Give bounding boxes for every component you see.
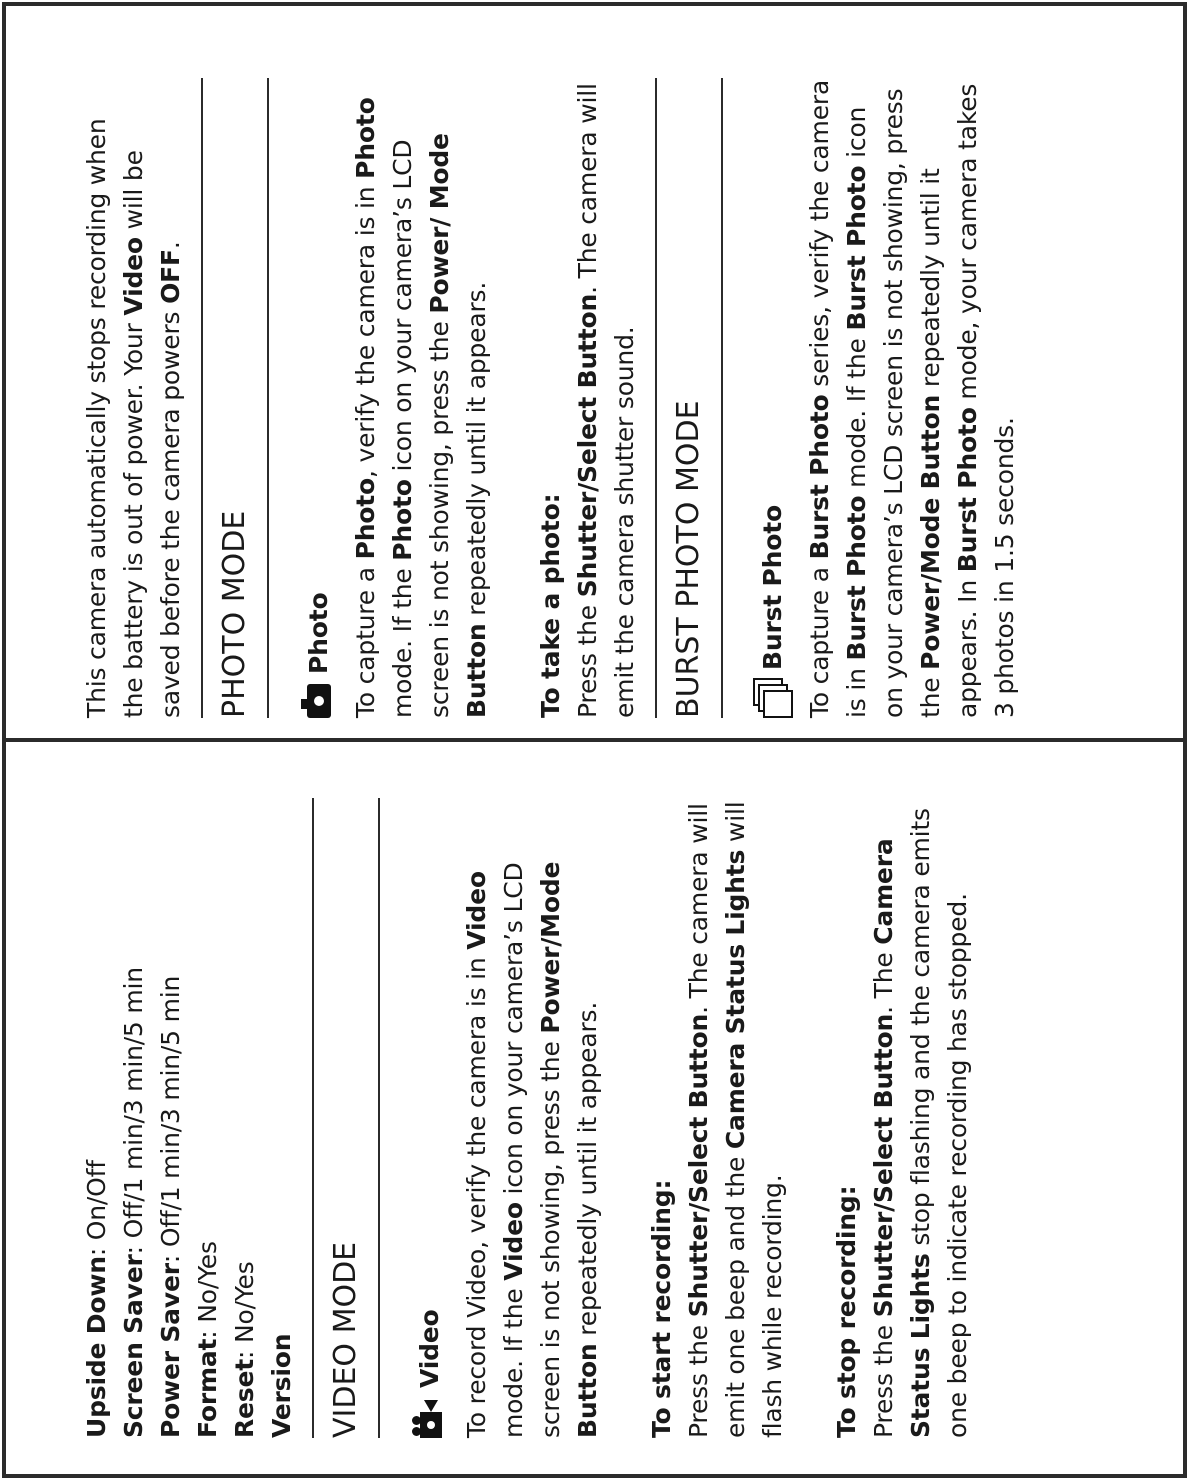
stop-recording-heading: To stop recording: — [832, 1185, 861, 1438]
divider — [378, 798, 380, 1438]
setting-item — [115, 798, 152, 1438]
settings-list — [78, 798, 300, 1438]
setting-item — [78, 798, 115, 1438]
page-photo-modes — [78, 78, 1019, 718]
video-mode-heading — [392, 798, 448, 1438]
photo-mode-title: PHOTO MODE — [217, 510, 252, 718]
setting-name: Version — [267, 1333, 296, 1438]
setting-item — [263, 798, 300, 1438]
setting-name: Upside Down — [82, 1256, 111, 1438]
burst-photo-icon — [753, 680, 791, 718]
setting-value: : No/Yes — [193, 1241, 222, 1339]
divider — [267, 78, 269, 718]
setting-name: Reset — [230, 1359, 259, 1438]
camera-icon — [307, 684, 331, 718]
stop-recording-text: Press the Shutter/Select Button. The Camera Status Lights stop flashing and the camera emits one beep to indicate recording has stopped. — [869, 808, 972, 1438]
setting-value: : No/Yes — [230, 1261, 259, 1359]
divider — [312, 798, 314, 1438]
setting-name: Power Saver — [156, 1263, 185, 1438]
burst-label: Burst Photo — [758, 505, 787, 670]
burst-description: To capture a Burst Photo series, verify the camera is in Burst Photo mode. If the Burst Photo icon on your camera’s LCD screen is not showing, press the Power/Mode Button repeatedly until it appears. In Burst Photo mode, your camera takes 3 photos in 1.5 seconds. — [805, 79, 1019, 718]
video-label: Video — [415, 1309, 444, 1388]
divider — [721, 78, 723, 718]
photo-description: To capture a Photo, verify the camera is in Photo mode. If the Photo icon on your camera’s LCD screen is not showing, press the Power/ Mode Button repeatedly until it appears. — [351, 97, 491, 718]
burst-mode-title: BURST PHOTO MODE — [671, 400, 706, 718]
setting-name: Screen Saver — [119, 1254, 148, 1438]
battery-note: This camera automatically stops recording when the battery is out of power. Your Video will be saved before the camera powers OFF. — [82, 118, 185, 718]
start-recording-text: Press the Shutter/Select Button. The camera will emit one beep and the Camera Status Lights will flash while recording. — [684, 801, 787, 1438]
setting-item — [152, 798, 189, 1438]
video-description: To record Video, verify the camera is in Video mode. If the Video icon on your camera’s LCD screen is not showing, press the Power/Mode Button repeatedly until it appears. — [462, 861, 602, 1438]
video-mode-title: VIDEO MODE — [328, 1241, 363, 1438]
divider — [655, 78, 657, 718]
page-settings-video — [78, 798, 978, 1438]
setting-value: : Off/1 min/3 min/5 min — [156, 975, 185, 1264]
take-photo-text: Press the Shutter/Select Button. The camera will emit the camera shutter sound. — [573, 83, 639, 718]
setting-name: Format — [193, 1338, 222, 1438]
setting-value: : Off/1 min/3 min/5 min — [119, 967, 148, 1255]
photo-label: Photo — [304, 592, 333, 674]
take-photo-heading: To take a photo: — [536, 493, 565, 718]
setting-value: : On/Off — [82, 1160, 111, 1257]
setting-item — [189, 798, 226, 1438]
setting-item — [226, 798, 263, 1438]
divider — [201, 78, 203, 718]
video-camera-icon — [412, 1398, 446, 1438]
photo-mode-heading — [281, 78, 337, 718]
burst-mode-heading — [735, 78, 791, 718]
start-recording-heading: To start recording: — [647, 1179, 676, 1438]
